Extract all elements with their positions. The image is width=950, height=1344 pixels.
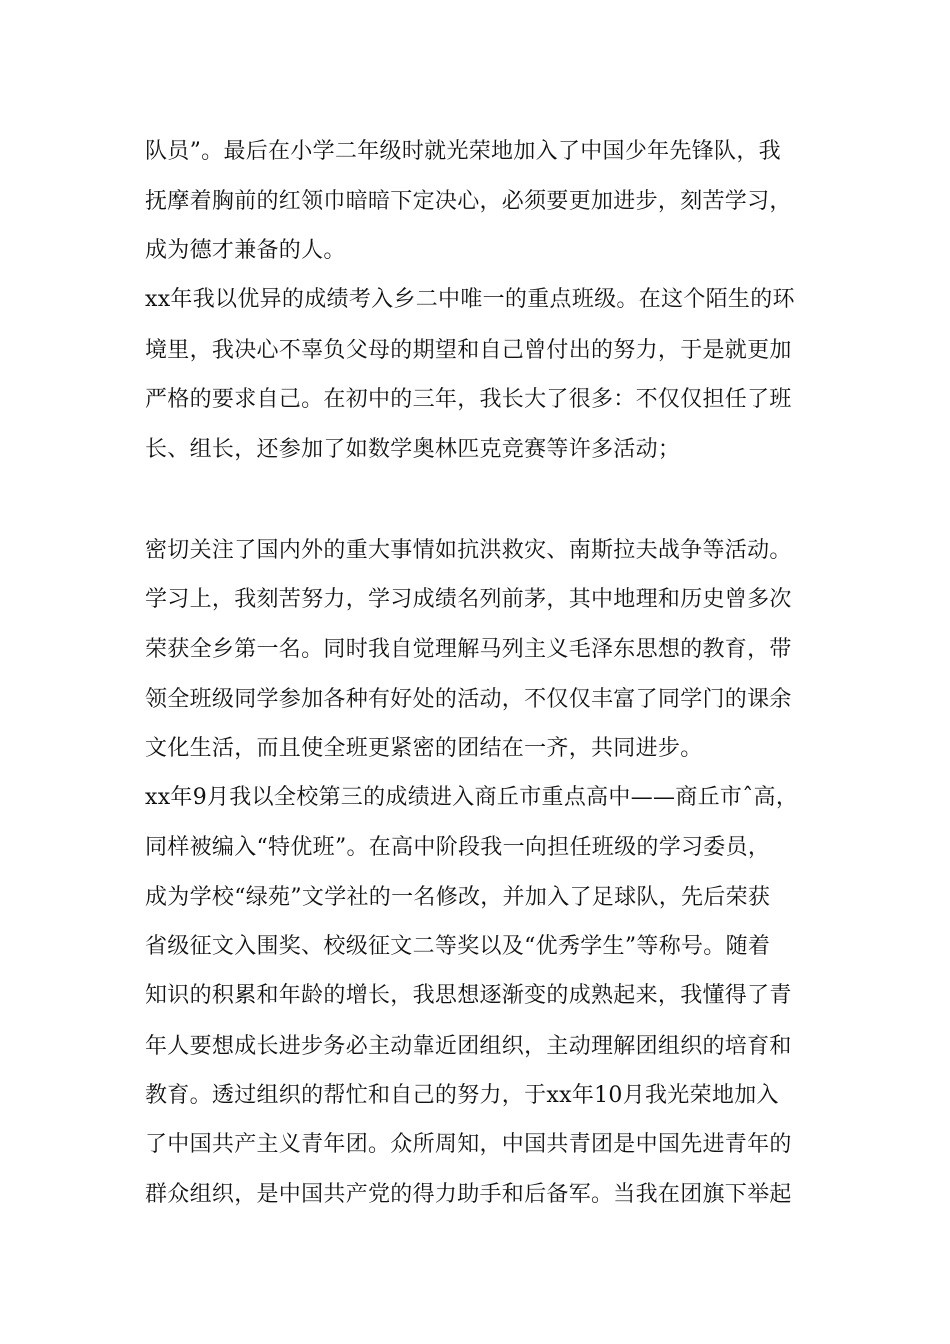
- text-line: 密切关注了国内外的重大事情如抗洪救灾、南斯拉夫战争等活动。: [145, 538, 792, 563]
- text-line: 文化生活，而且使全班更紧密的团结在一齐，共同进步。: [145, 736, 703, 761]
- text-line: 成为德才兼备的人。: [145, 238, 346, 263]
- text-line: 同样被编入“特优班”。在高中阶段我一向担任班级的学习委员，: [145, 835, 771, 860]
- text-line: 抚摩着胸前的红领巾暗暗下定决心，必须要更加进步，刻苦学习，: [145, 189, 792, 214]
- text-line: 队员”。最后在小学二年级时就光荣地加入了中国少年先锋队，我: [145, 139, 781, 164]
- text-line: 领全班级同学参加各种有好处的活动，不仅仅丰富了同学门的课余: [145, 687, 792, 712]
- text-line: 境里，我决心不辜负父母的期望和自己曾付出的努力，于是就更加: [145, 338, 792, 363]
- text-line: 学习上，我刻苦努力，学习成绩名列前茅，其中地理和历史曾多次: [145, 587, 792, 612]
- text-line: 了中国共产主义青年团。众所周知，中国共青团是中国先进青年的: [145, 1132, 792, 1157]
- text-line: 省级征文入围奖、校级征文二等奖以及“优秀学生”等称号。随着: [145, 934, 771, 959]
- text-line: 教育。透过组织的帮忙和自己的努力，于xx年10月我光荣地加入: [145, 1083, 779, 1108]
- text-line: 严格的要求自己。在初中的三年，我长大了很多：不仅仅担任了班: [145, 387, 792, 412]
- text-line: xx年我以优异的成绩考入乡二中唯一的重点班级。在这个陌生的环: [145, 287, 795, 312]
- text-line: 成为学校“绿苑”文学社的一名修改，并加入了足球队，先后荣获: [145, 885, 771, 910]
- text-line: 长、组长，还参加了如数学奥林匹克竞赛等许多活动；: [145, 437, 681, 462]
- text-line: 年人要想成长进步务必主动靠近团组织，主动理解团组织的培育和: [145, 1034, 792, 1059]
- text-line: xx年9月我以全校第三的成绩进入商丘市重点高中——商丘市ˆ高，: [145, 785, 799, 810]
- text-line: 知识的积累和年龄的增长，我思想逐渐变的成熟起来，我懂得了青: [145, 983, 792, 1008]
- text-line: 荣获全乡第一名。同时我自觉理解马列主义毛泽东思想的教育，带: [145, 637, 792, 662]
- text-line: 群众组织，是中国共产党的得力助手和后备军。当我在团旗下举起: [145, 1182, 792, 1207]
